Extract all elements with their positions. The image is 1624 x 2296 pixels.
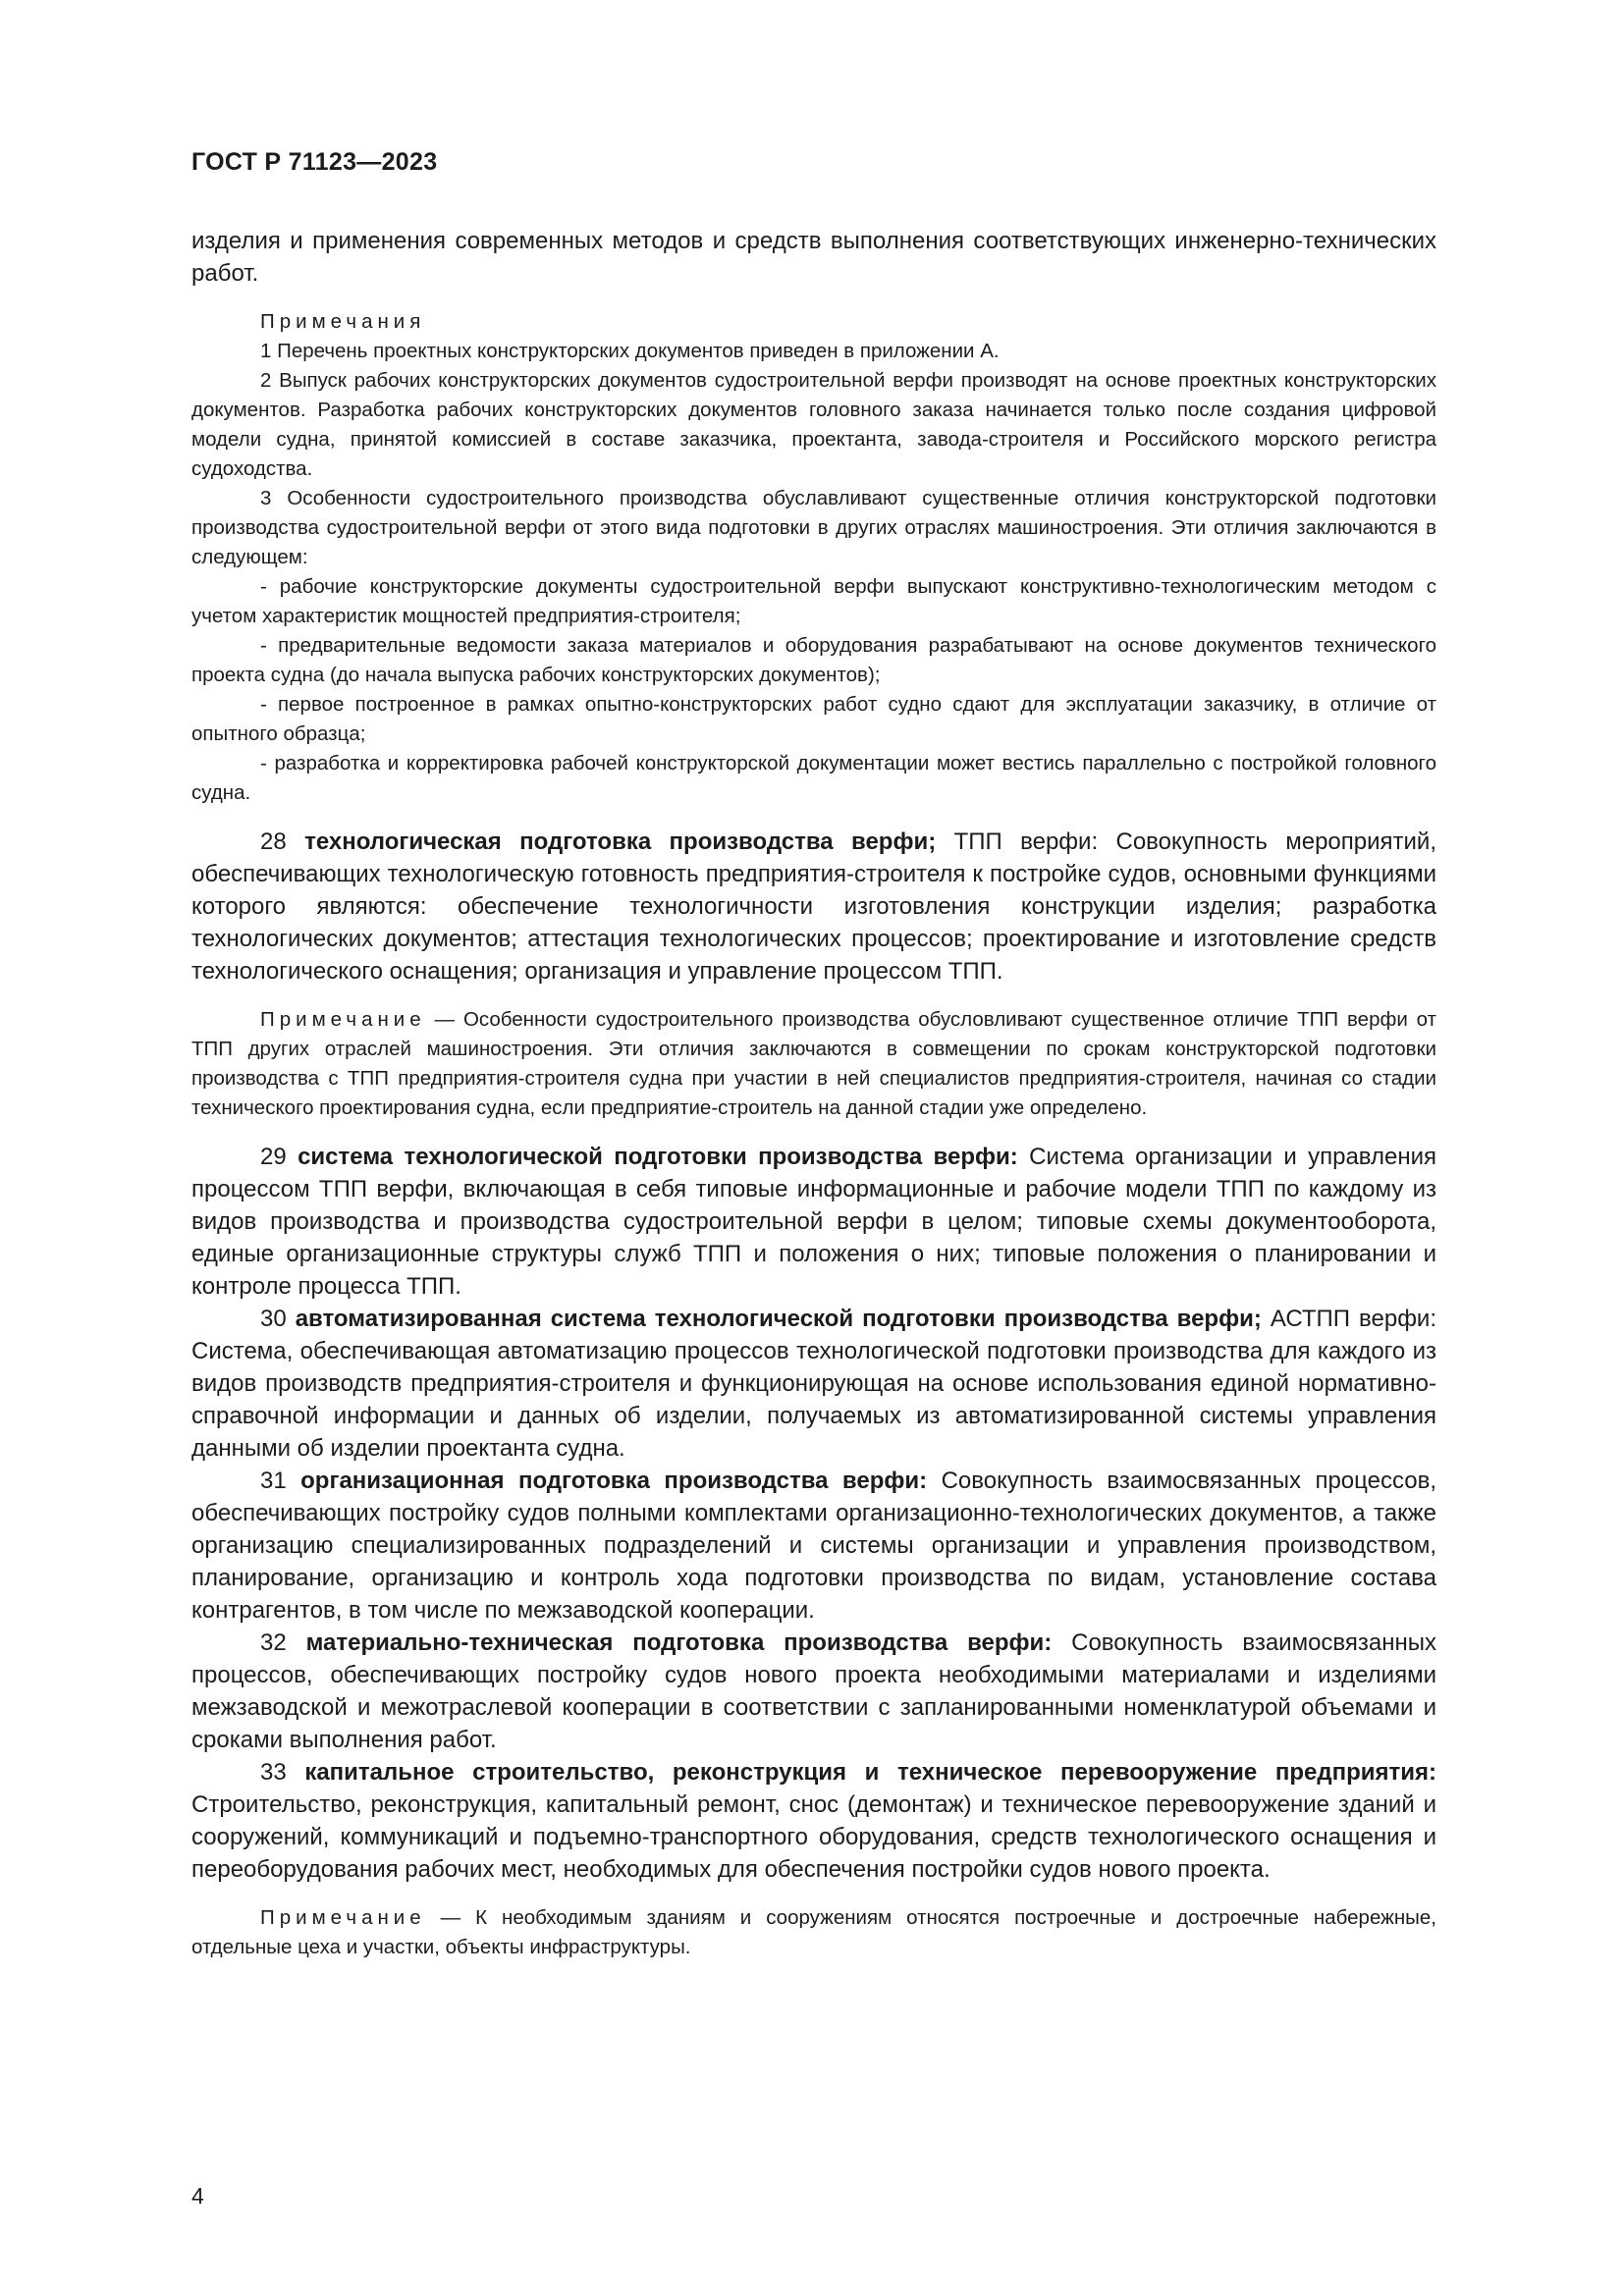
note-item: - разработка и корректировка рабочей конструкторской документации может вестись параллельно с постройкой головного судна. <box>191 752 1436 804</box>
note-label: Примечание <box>260 1906 426 1929</box>
term-title: система технологической подготовки производства верфи: <box>298 1144 1018 1170</box>
document-page <box>191 0 1436 2296</box>
note-item: 3 Особенности судостроительного производства обуславливают существенные отличия конструкторской подготовки производства судостроительной верфи от этого вида подготовки в других отраслях машиностроения. Эти отличия заключаются в следующем: <box>191 487 1436 568</box>
notes-title: Примечания <box>260 310 426 333</box>
term-title: материально-техническая подготовка производства верфи: <box>305 1629 1053 1656</box>
term-definition: Совокупность взаимосвязанных процессов, обеспечивающих постройку судов нового проекта необходимыми материалами и изделиями межзаводской и межотраслевой кооперации в соответствии с запланированными номенклатурой объемами и сроками выполнения работ. <box>191 1629 1437 1753</box>
page-number: 4 <box>191 2183 204 2209</box>
term-29 <box>191 1141 1436 1303</box>
term-number: 30 <box>260 1306 287 1332</box>
note-dash: — <box>440 1906 461 1929</box>
term-28 <box>191 826 1436 988</box>
term-31 <box>191 1465 1436 1627</box>
note-28 <box>191 1005 1436 1123</box>
term-33 <box>191 1756 1436 1886</box>
term-32 <box>191 1627 1436 1756</box>
notes-block-1 <box>191 307 1436 808</box>
term-number: 33 <box>260 1759 287 1786</box>
note-item: - предварительные ведомости заказа материалов и оборудования разрабатывают на основе документов технического проекта судна (до начала выпуска рабочих конструкторских документов); <box>191 634 1436 686</box>
term-title: капитальное строительство, реконструкция и техническое перевооружение предприятия: <box>304 1759 1437 1786</box>
term-30 <box>191 1303 1436 1465</box>
term-title: организационная подготовка производства верфи: <box>300 1468 928 1494</box>
document-body <box>191 225 1436 1962</box>
document-header-code: ГОСТ Р 71123—2023 <box>191 148 438 176</box>
term-definition: АСТПП верфи: Система, обеспечивающая автоматизацию процессов технологической подготовки производства для каждого из видов производств предприятия-строителя и функционирующая на основе использования единой нормативно-справочной информации и данных об изделии, получаемых из автоматизированной системы управления данными об изделии проектанта судна. <box>191 1306 1437 1462</box>
term-definition: ТПП верфи: Совокупность мероприятий, обеспечивающих технологическую готовность предприятия-строителя к постройке судов, основными функциями которого являются: обеспечение технологичности изготовления конструкции изделия; разработка технологических документов; аттестация технологических процессов; проектирование и изготовление средств технологического оснащения; организация и управление процессом ТПП. <box>191 828 1437 985</box>
term-definition: Система организации и управления процессом ТПП верфи, включающая в себя типовые информационные и рабочие модели ТПП по каждому из видов производства и производства судостроительной верфи в целом; типовые схемы документооборота, единые организационные структуры служб ТПП и положения о них; типовые положения о планировании и контроле процесса ТПП. <box>191 1144 1437 1300</box>
term-definition: Совокупность взаимосвязанных процессов, обеспечивающих постройку судов полными комплектами организационно-технологических документов, а также организацию специализированных подразделений и системы организации и управления производством, планирование, организацию и контроль хода подготовки производства по видам, установление состава контрагентов, в том числе по межзаводской кооперации. <box>191 1468 1437 1624</box>
note-text: Особенности судостроительного производства обусловливают существенное отличие ТПП верфи от ТПП других отраслей машиностроения. Эти отличия заключаются в совмещении по срокам конструкторской подготовки производства с ТПП предприятия-строителя судна при участии в ней специалистов предприятия-строителя, начиная со стадии технического проектирования судна, если предприятие-строитель на данной стадии уже определено. <box>191 1008 1437 1119</box>
term-number: 29 <box>260 1144 287 1170</box>
term-title: технологическая подготовка производства верфи; <box>304 828 937 855</box>
note-item: 2 Выпуск рабочих конструкторских документов судостроительной верфи производят на основе проектных конструкторских документов. Разработка рабочих конструкторских документов головного заказа начинается только после создания цифровой модели судна, принятой комиссией в составе заказчика, проектанта, завода-строителя и Российского морского регистра судоходства. <box>191 369 1436 480</box>
term-title: автоматизированная система технологической подготовки производства верфи; <box>295 1306 1262 1332</box>
term-number: 31 <box>260 1468 287 1494</box>
note-dash: — <box>434 1008 456 1031</box>
note-item: - первое построенное в рамках опытно-конструкторских работ судно сдают для эксплуатации заказчику, в отличие от опытного образца; <box>191 693 1436 745</box>
note-text: К необходимым зданиям и сооружениям относятся построечные и достроечные набережные, отдельные цеха и участки, объекты инфраструктуры. <box>191 1906 1436 1958</box>
note-item: - рабочие конструкторские документы судостроительной верфи выпускают конструктивно-технологическим методом с учетом характеристик мощностей предприятия-строителя; <box>191 575 1436 627</box>
note-item: 1 Перечень проектных конструкторских документов приведен в приложении А. <box>260 340 1000 362</box>
note-label: Примечание <box>260 1008 426 1031</box>
intro-continuation: изделия и применения современных методов и средств выполнения соответствующих инженерно-технических работ. <box>191 228 1436 287</box>
term-number: 28 <box>260 828 287 855</box>
note-33 <box>191 1903 1436 1962</box>
term-number: 32 <box>260 1629 287 1656</box>
term-definition: Строительство, реконструкция, капитальный ремонт, снос (демонтаж) и техническое перевооружение зданий и сооружений, коммуникаций и подъемно-транспортного оборудования, средств технологического оснащения и переоборудования рабочих мест, необходимых для обеспечения постройки судов нового проекта. <box>191 1791 1436 1883</box>
